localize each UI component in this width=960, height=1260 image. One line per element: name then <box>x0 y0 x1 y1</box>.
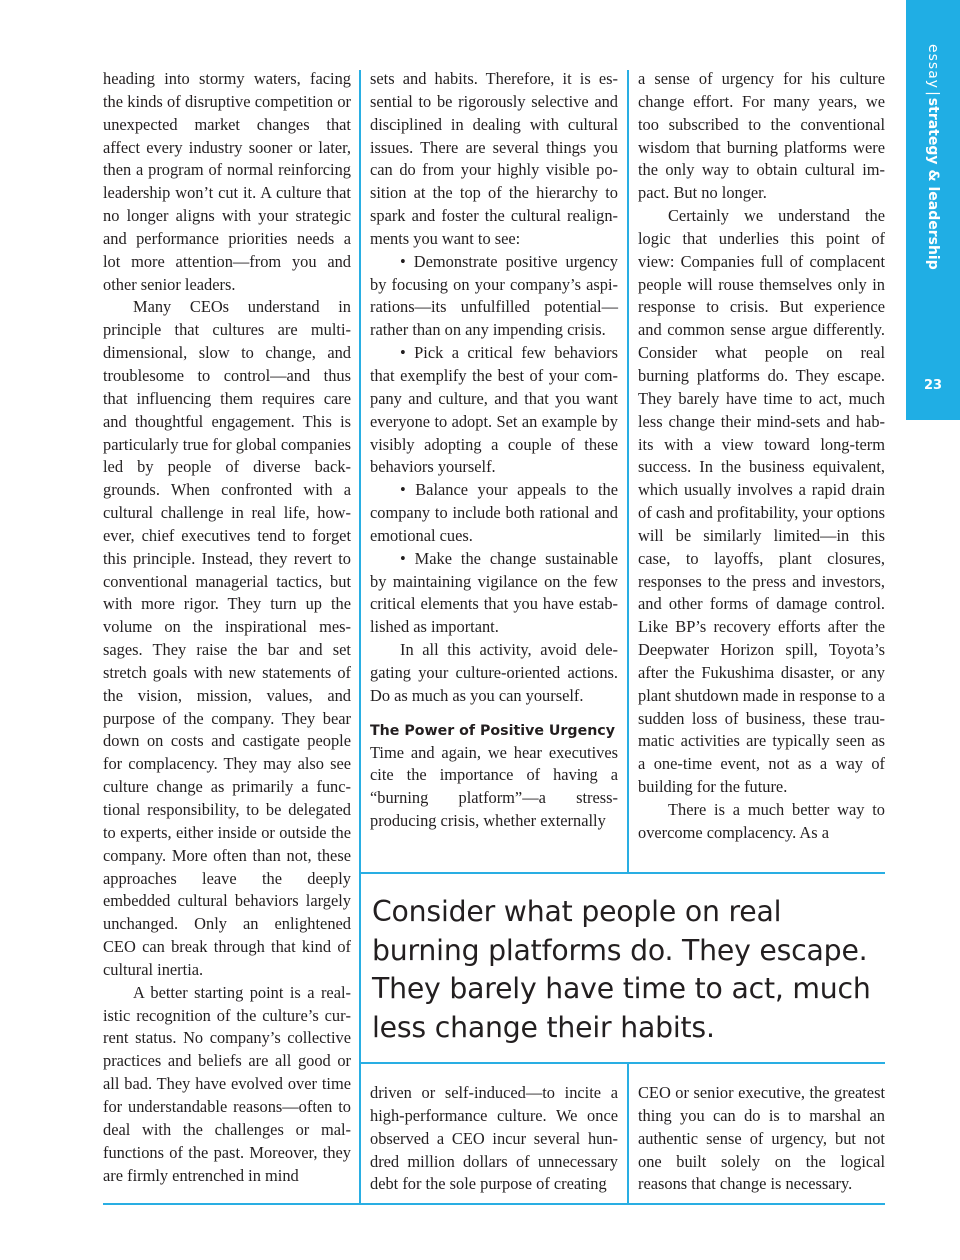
paragraph: driven or self-induced—to incite a high-performance culture. We once observed a CEO incur several hundred million dollars of unnecessary debt for the sole purpose of creating <box>370 1083 618 1194</box>
section-label-essay: essay <box>925 44 941 90</box>
pull-quote: Consider what people on real burning platforms do. They escape. They barely have time to act, much less change their habits. <box>372 895 871 1044</box>
paragraph: a sense of urgency for his culture change effort. For many years, we too subscribed to the conventional wisdom that burning platforms were the only way to obtain cultural impact. But no longer. <box>638 69 885 203</box>
column-3-continued <box>638 1082 885 1196</box>
paragraph: There is a much better way to overcome complacency. As a <box>638 800 885 842</box>
paragraph: A better starting point is a realistic recognition of the culture’s current status. No company’s collective practices and beliefs are all good or all bad. They have evolved over time for understandable reasons—often to deal with the challenges or malfunctions of the past. Moreover, they are firmly entrenched in mind <box>103 982 351 1185</box>
column-divider <box>627 70 629 872</box>
column-2 <box>370 68 618 858</box>
section-title: strategy & leadership <box>925 97 941 270</box>
paragraph: heading into stormy waters, facing the kinds of disruptive competition or unexpected market changes that affect every industry sooner or later, then a program of normal reinforcing leadership won’t cut it. A culture that no longer aligns with your strategic and performance priorities needs a lot more attention—from you and other senior leaders. <box>103 69 351 294</box>
paragraph: Time and again, we hear executives cite the importance of having a “burning platform”—a stress-producing crisis, whether externally <box>370 742 618 831</box>
bullet-item: • Pick a critical few behaviors that exemplify the best of your company and culture, and that you want everyone to adopt. Set an example by visibly adopting a couple of these behaviors yourself. <box>370 343 618 477</box>
pull-quote-top-rule <box>360 872 885 874</box>
paragraph: In all this activity, avoid delegating your culture-oriented actions. Do as much as you can yourself. <box>370 640 618 705</box>
subheading: The Power of Positive Urgency <box>370 722 615 739</box>
bullet-item: • Make the change sustainable by maintaining vigilance on the few critical elements that you have established as important. <box>370 548 618 637</box>
bullet-item: • Demonstrate positive urgency by focusing on your company’s aspirations—its unfulfilled potential—rather than on any impending crisis. <box>370 251 618 340</box>
column-1 <box>103 68 351 1200</box>
bullet-item: • Balance your appeals to the company to include both rational and emotional cues. <box>370 480 618 545</box>
paragraph: CEO or senior executive, the greatest thing you can do is to marshal an authentic sense of urgency, but not one built solely on the logical reasons that change is necessary. <box>638 1083 885 1194</box>
column-2-continued <box>370 1082 618 1196</box>
paragraph: sets and habits. Therefore, it is essential to be rigorously selective and disciplined in dealing with cultural issues. There are several things you can do from your highly visible position at the top of the hierarchy to spark and foster the cultural realignments you want to see: <box>370 69 618 248</box>
section-label <box>924 44 942 270</box>
page-number: 23 <box>923 378 943 393</box>
column-divider <box>627 1063 629 1204</box>
section-separator: | <box>925 91 941 96</box>
bottom-rule <box>103 1203 885 1205</box>
paragraph: Many CEOs understand in principle that cultures are multidimensional, slow to change, and troublesome to control—and thus that influencing them requires care and thoughtful engagement. This is particularly true for global companies led by people of diverse backgrounds. When confronted with a cultural challenge in real life, however, chief executives tend to forget this principle. Instead, they revert to conventional managerial tactics, but with more rigor. They turn up the volume on the inspirational messages. They raise the bar and set stretch goals with new statements of the vision, mission, values, and purpose of the company. They bear down on costs and castigate people for complacency. They may also see culture change as primarily a functional responsibility, to be delegated to experts, either inside or outside the company. More often than not, these approaches leave the deeply embedded cultural behaviors largely unchanged. Only an enlightened CEO can break through that kind of cultural inertia. <box>103 297 351 979</box>
column-3 <box>638 68 885 858</box>
paragraph: Certainly we understand the logic that underlies this point of view: Companies full of complacent people will rouse themselves only in response to crisis. But experience and common sense argue differently. Consider what people on real burning platforms do. They escape. They barely have time to act, much less change their mind-sets and habits with a view toward long-term success. In the business equivalent, which usually involves a rapid drain of cash and profitability, your options will be similarly limited—in this case, to layoffs, plant closures, responses to the press and investors, and other forms of damage control. Like BP’s recovery efforts after the Deepwater Horizon spill, Toyota’s after the Fukushima disaster, or any plant shutdown made in response to a sudden loss of business, these traumatic activities are typically seen as a one-time event, not as a way of building for the future. <box>638 206 885 797</box>
pull-quote-bottom-rule <box>360 1062 885 1064</box>
column-divider <box>359 70 361 1204</box>
